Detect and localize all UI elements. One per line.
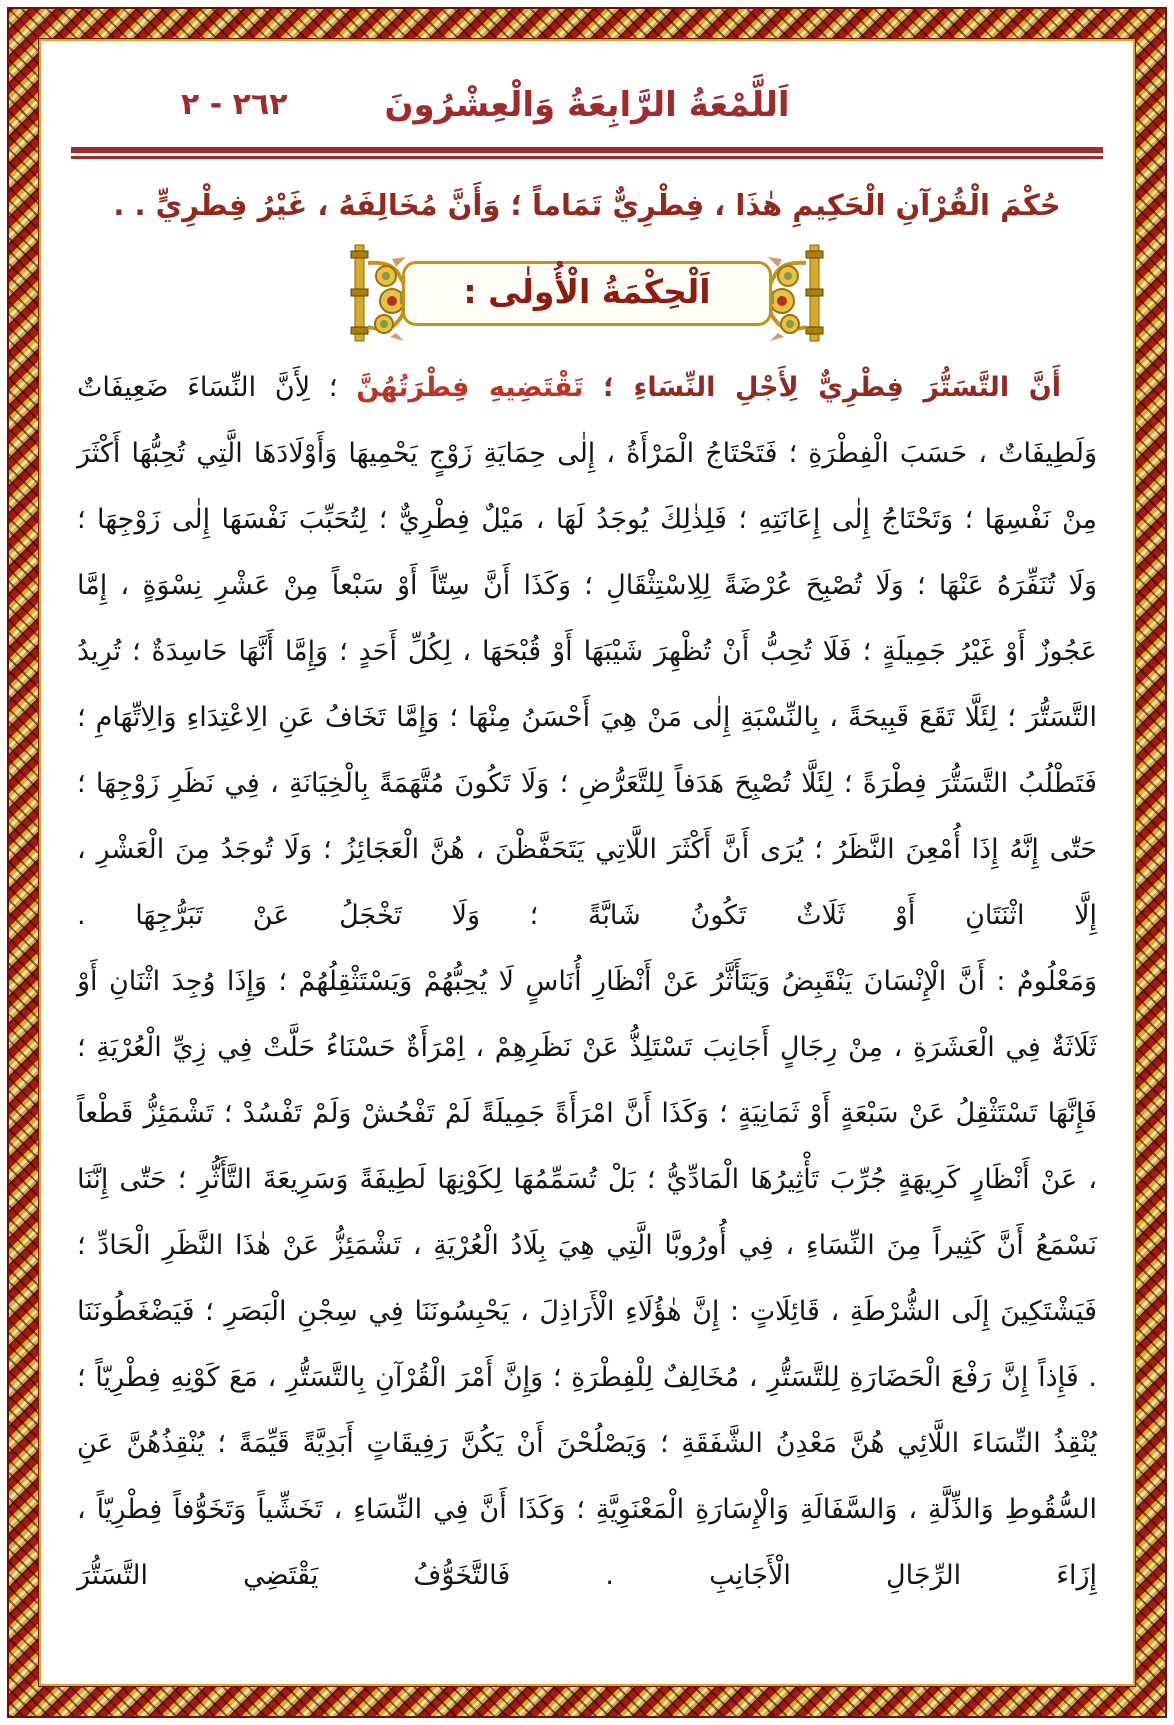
highlight-dark-red: أَنَّ التَّسَتُّرَ فِطْرِيٌّ لِأَجْلِ النِّسَاءِ ؛: [583, 372, 1061, 403]
divider-thick-line: [71, 147, 1103, 153]
intro-statement: حُكْمَ الْقُرْآنِ الْحَكِيمِ هٰذَا ، فِطْرِيٌّ تَمَاماً ؛ وَأَنَّ مُخَالِفَهُ ، غَيْرُ فِطْرِيٍّ . .: [113, 188, 1061, 222]
section-heading-frame: [402, 261, 771, 326]
highlight-bright-red: تَقْتَضِيهِ فِطْرَتُهُنَّ: [356, 372, 584, 403]
body-text: [77, 355, 1097, 1609]
header-divider: [71, 147, 1103, 159]
ornamental-border: [7, 7, 1167, 1718]
page-title: اَللَّمْعَةُ الرَّابِعَةُ وَالْعِشْرُونَ: [384, 85, 790, 125]
divider-thin-line: [71, 156, 1103, 159]
paragraph-1: [77, 355, 1097, 949]
page-number: ٢٦٢ - ٢: [181, 87, 288, 122]
section-heading: [71, 241, 1103, 345]
page: [39, 39, 1135, 1686]
paragraph-1-text: ؛ لِأَنَّ النِّسَاءَ ضَعِيفَاتٌ وَلَطِيفَاتٌ ، حَسَبَ الْفِطْرَةِ ؛ فَتَحْتَاجُ الْمَرْأَةُ ، إِلٰى حِمَايَةِ زَوْجٍ يَحْمِيهَا وَأَوْلَادَهَا الَّتِي تُحِبُّهَا أَكْثَرَ مِنْ نَفْسِهَا ؛ وَتَحْتَاجُ إِلٰى إِعَانَتِهِ ؛ فَلِذٰلِكَ يُوجَدُ لَهَا ، مَيْلٌ فِطْرِيٌّ ؛ لِتُحَبِّبَ نَفْسَهَا إِلٰى زَوْجِهَا ؛ وَلَا تُنَفِّرَهُ عَنْهَا ؛ وَلَا تُصْبِحَ عُرْضَةً لِلِاسْتِثْقَالِ ؛ وَكَذَا أَنَّ سِتّاً أَوْ سَبْعاً مِنْ عَشْرِ نِسْوَةٍ ، إِمَّا عَجُوزٌ أَوْ غَيْرُ جَمِيلَةٍ ؛ فَلَا تُحِبُّ أَنْ تُظْهِرَ شَيْبَهَا أَوْ قُبْحَهَا ، لِكُلِّ أَحَدٍ ؛ وَإِمَّا أَنَّهَا حَاسِدَةٌ ؛ تُرِيدُ التَّسَتُّرَ ؛ لِئَلَّا تَقَعَ قَبِيحَةً ، بِالنِّسْبَةِ إِلٰى مَنْ هِيَ أَحْسَنُ مِنْهَا ؛ وَإِمَّا تَخَافُ عَنِ الِاعْتِدَاءِ وَالِاتِّهَامِ ؛ فَتَطْلُبُ التَّسَتُّرَ فِطْرَةً ؛ لِئَلَّا تُصْبِحَ هَدَفاً لِلتَّعَرُّضِ ؛ وَلَا تَكُونَ مُتَّهَمَةً بِالْخِيَانَةِ ، فِي نَظَرِ زَوْجِهَا ؛ حَتّٰى إِنَّهُ إِذَا أُمْعِنَ النَّظَرُ ؛ يُرَى أَنَّ أَكْثَرَ اللَّاتِي يَتَحَفَّظْنَ ، هُنَّ الْعَجَائِزُ ؛ وَلَا تُوجَدُ مِنَ الْعَشْرِ ، إِلَّا اثْنَتَانِ أَوْ ثَلَاثٌ تَكُونُ شَابَّةً ؛ وَلَا تَخْجَلُ عَنْ تَبَرُّجِهَا .: [77, 372, 1097, 931]
paragraph-2: وَمَعْلُومٌ : أَنَّ الْإِنْسَانَ يَنْقَبِضُ وَيَتَأَثَّرُ عَنْ أَنْظَارِ أُنَاسٍ لَا يُحِبُّهُمْ وَيَسْتَثْقِلُهُمْ ؛ وَإِذَا وُجِدَ اثْنَانِ أَوْ ثَلَاثَةٌ فِي الْعَشَرَةِ ، مِنْ رِجَالٍ أَجَانِبَ تَسْتَلِذُّ عَنْ نَظَرِهِمْ ، اِمْرَأَةٌ حَسْنَاءُ حَلَّتْ فِي زِيِّ الْعُرْيَةِ ؛ فَإِنَّهَا تَسْتَثْقِلُ عَنْ سَبْعَةٍ أَوْ ثَمَانِيَةٍ ؛ وَكَذَا أَنَّ امْرَأَةً جَمِيلَةً لَمْ تَفْحُشْ وَلَمْ تَفْسُدْ ؛ تَشْمَئِزُّ قَطْعاً ، عَنْ أَنْظَارٍ كَرِيهَةٍ جُرِّبَ تَأْثِيرُهَا الْمَادِّيُّ ؛ بَلْ تُسَمِّمُهَا لِكَوْنِهَا لَطِيفَةً وَسَرِيعَةَ التَّأَثُّرِ ؛ حَتّٰى إِنَّنَا نَسْمَعُ أَنَّ كَثِيراً مِنَ النِّسَاءِ ، فِي أُورُوبَّا الَّتِي هِيَ بِلَادُ الْعُرْيَةِ ، تَشْمَئِزُّ عَنْ هٰذَا النَّظَرِ الْحَادِّ ؛ فَيَشْتَكِينَ إِلَى الشُّرْطَةِ ، قَائِلَاتٍ : إِنَّ هٰؤُلَاءِ الْأَرَاذِلَ ، يَحْبِسُونَنَا فِي سِجْنِ الْبَصَرِ ؛ فَيَضْغَطُونَنَا . فَإِذاً إِنَّ رَفْعَ الْحَضَارَةِ لِلتَّسَتُّرِ ، مُخَالِفٌ لِلْفِطْرَةِ ؛ وَإِنَّ أَمْرَ الْقُرْآنِ بِالتَّسَتُّرِ ، مَعَ كَوْنِهِ فِطْرِيّاً ؛ يُنْقِذُ النِّسَاءَ اللَّائِي هُنَّ مَعْدِنُ الشَّفَقَةِ ؛ وَيَصْلُحْنَ أَنْ يَكُنَّ رَفِيقَاتٍ أَبَدِيَّةً قَيِّمَةً ؛ يُنْقِذُهُنَّ عَنِ السُّقُوطِ وَالذِّلَّةِ ، وَالسَّفَالَةِ وَالْإِسَارَةِ الْمَعْنَوِيَّةِ ؛ وَكَذَا أَنَّ فِي النِّسَاءِ ، تَخَشِّياً وَتَخَوُّفاً فِطْرِيّاً ، إِزَاءَ الرِّجَالِ الْأَجَانِبِ . فَالتَّخَوُّفُ يَقْتَضِي التَّسَتُّرَ: [77, 966, 1097, 1591]
page-header: [71, 69, 1103, 141]
section-title: اَلْحِكْمَةُ الْأُولٰى :: [463, 271, 711, 311]
floral-ornament-icon: [762, 243, 832, 343]
